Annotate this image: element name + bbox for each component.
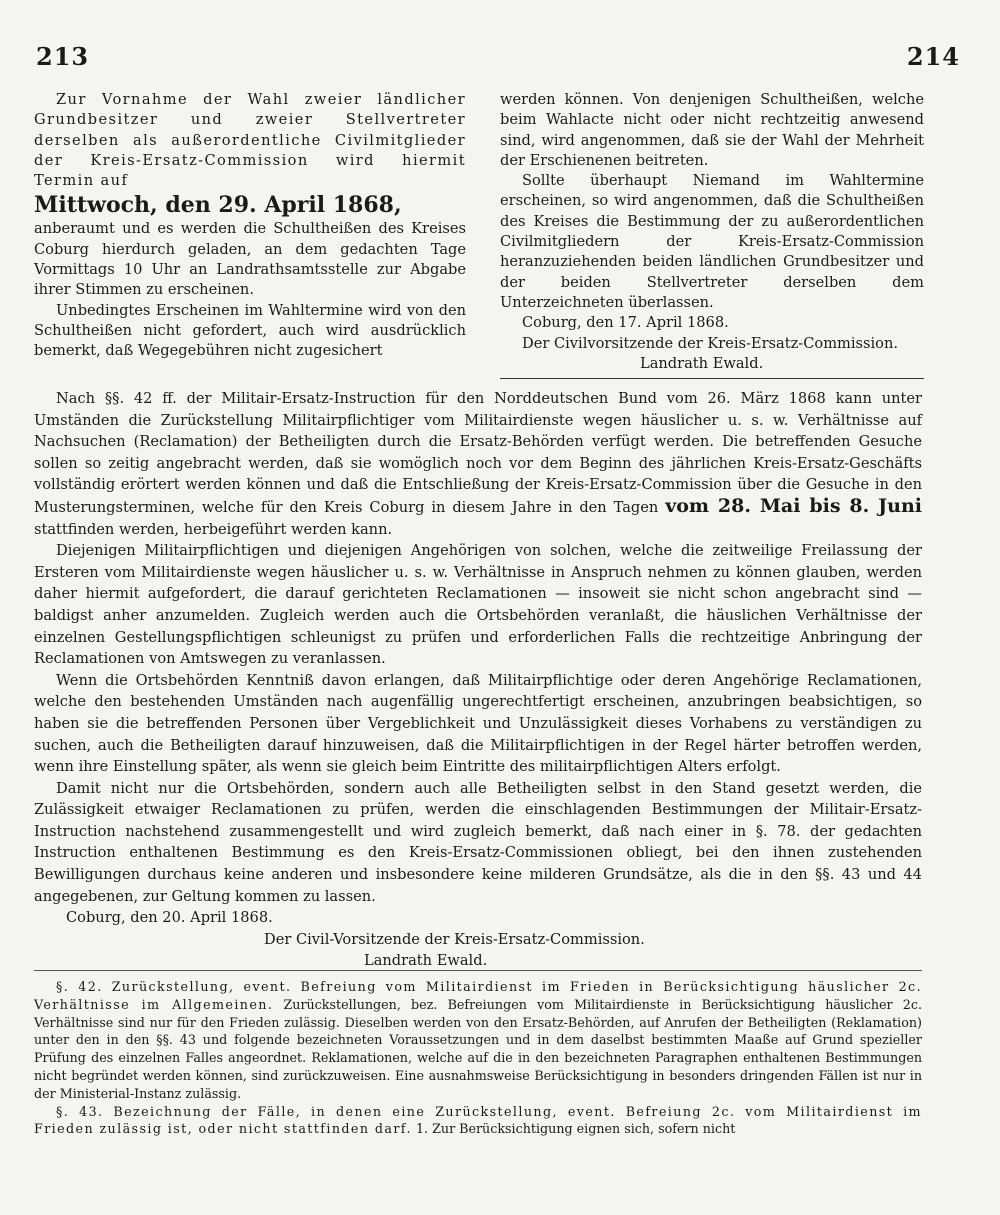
place-date-2: Coburg, den 20. April 1868.	[66, 909, 273, 927]
muster-dates: vom 28. Mai bis 8. Juni	[665, 494, 922, 517]
election-date: Mittwoch, den 29. April 1868,	[34, 192, 402, 219]
signature-1: Landrath Ewald.	[640, 354, 764, 372]
reclamation-paragraph-3: Wenn die Ortsbehörden Kenntniß davon erlangen, daß Militairpflichtige oder deren Angehörige Reclamationen, welche den bestehenden Umständen nach augenfällig ungerechtfertigt erscheinen, anzubringen beabsichtigen, so haben sie die betreffenden Personen über Vergeblichkeit und Unzulässigkeit dieses Vorhabens zu verständigen zu suchen, auch die Betheiligten darauf hinzuweisen, daß die Militairpflichtigen in der Regel härter betroffen werden, wenn ihre Einstellung später, als wenn sie gleich beim Eintritte des militairpflichtigen Alters erfolgt.	[34, 671, 922, 776]
page-number-right: 214	[906, 42, 960, 71]
section-42-heading: §. 42. Zurückstellung, event. Befreiung vom Militairdienst im Frieden in Berücksichtigung häuslicher 2c. Verhältnisse im Allgemeinen.	[34, 979, 922, 1012]
footnotes	[34, 978, 922, 1138]
election-notice-paragraph: Zur Vornahme der Wahl zweier ländlicher Grundbesitzer und zweier Stellvertreter derselben als außerordentliche Civilmitglieder der Kreis-Ersatz-Commission wird hiermit Termin auf	[34, 91, 466, 190]
no-attendance-paragraph: Sollte überhaupt Niemand im Wahltermine erscheinen, so wird angenommen, daß die Schultheißen des Kreises die Bestimmung der zu außerordentlichen Civilmitgliedern der Kreis-Ersatz-Commission heranzuziehenden beiden ländlichen Grundbesitzer und der beiden Stellvertreter derselben dem Unterzeichneten überlassen.	[500, 172, 924, 311]
election-summons-paragraph: anberaumt und es werden die Schultheißen des Kreises Coburg hierdurch geladen, an dem gedachten Tage Vormittags 10 Uhr an Landrathsamtsstelle zur Abgabe ihrer Stimmen zu erscheinen.	[34, 220, 466, 299]
reclamation-text-1: Nach §§. 42 ff. der Militair-Ersatz-Instruction für den Norddeutschen Bund vom 26. März 1868 kann unter Umständen die Zurückstellung Militairpflichtiger vom Militairdienste wegen häuslicher u. s. w. Verhältnisse auf Nachsuchen (Reclamation) der Betheiligten durch die Ersatz-Behörden verfügt werden. Die betreffenden Gesuche sollen so zeitig angebracht werden, daß sie womöglich noch vor dem Beginn des jährlichen Kreis-Ersatz-Geschäfts vollständig erörtert werden können und daß die Entschließung der Kreis-Ersatz-Commission über die Gesuche in den Musterungsterminen, welche für den Kreis Coburg in diesem Jahre in den Tagen	[34, 390, 922, 516]
reclamation-paragraph-1	[34, 388, 922, 540]
attendance-paragraph: Unbedingtes Erscheinen im Wahltermine wird von den Schultheißen nicht gefordert, auch wird ausdrücklich bemerkt, daß Wegegebühren nicht zugesichert	[34, 301, 466, 360]
section-43-body: 1. Zur Berücksichtigung eignen sich, sofern nicht	[415, 1121, 736, 1137]
right-column	[500, 90, 924, 374]
reclamation-paragraph-2: Diejenigen Militairpflichtigen und diejenigen Angehörigen von solchen, welche die zeitweilige Freilassung der Ersteren vom Militairdienste wegen häuslicher u. s. w. Verhältnisse in Anspruch nehmen zu können glauben, werden daher hiermit aufgefordert, die darauf gerichteten Reclamationen — insoweit sie nicht schon angebracht sind — baldigst anher anzumelden. Zugleich werden auch die Ortsbehörden veranlaßt, die häuslichen Verhältnisse der einzelnen Gestellungspflichtigen schleunigst zu prüfen und erforderlichen Falls die rechtzeitige Anbringung der Reclamationen von Amtswegen zu veranlassen.	[34, 542, 922, 668]
signature-2: Landrath Ewald.	[364, 952, 488, 970]
office-title-2: Der Civil-Vorsitzende der Kreis-Ersatz-Commission.	[264, 930, 645, 948]
section-42-body: Zurückstellungen, bez. Befreiungen vom Militairdienste in Berücksichtigung häuslicher 2c. Verhältnisse sind nur für den Frieden zulässig. Dieselben werden von den Ersatz-Behörden, auf Anrufen der Betheiligten (Reklamation) unter den in den §§. 43 und folgende bezeichneten Voraussetzungen und in dem daselbst bestimmten Maaße auf Grund spezieller Prüfung des einzelnen Falles angeordnet. Reklamationen, welche auf die in den bezeichneten Paragraphen enthaltenen Bestimmungen nicht begründet werden können, sind zurückzuweisen. Eine ausnahmsweise Berücksichtigung in besonders dringenden Fällen ist nur in der Ministerial-Instanz zulässig.	[34, 996, 922, 1101]
reclamation-text-1-end: stattfinden werden, herbeigeführt werden kann.	[34, 520, 393, 538]
page-number-left: 213	[36, 42, 90, 71]
reclamation-paragraph-4: Damit nicht nur die Ortsbehörden, sondern auch alle Betheiligten selbst in den Stand gesetzt werden, die Zulässigkeit etwaiger Reclamationen zu prüfen, werden die einschlagenden Bestimmungen der Militair-Ersatz-Instruction nachstehend zusammengestellt und wird zugleich bemerkt, daß nach einer in §. 78. der gedachten Instruction enthaltenen Bestimmung es den Kreis-Ersatz-Commissionen obliegt, bei den ihnen zustehenden Bewilligungen durchaus keine anderen und insbesondere keine milderen Grundsätze, als die in den §§. 43 und 44 angegebenen, zur Geltung kommen zu lassen.	[34, 779, 922, 905]
section-divider	[500, 378, 924, 379]
place-date-1: Coburg, den 17. April 1868.	[522, 314, 729, 332]
footnote-divider	[34, 970, 922, 971]
left-column	[34, 90, 466, 362]
absent-mayors-paragraph: werden können. Von denjenigen Schultheißen, welche beim Wahlacte nicht oder nicht rechtzeitig anwesend sind, wird angenommen, daß sie der Wahl der Mehrheit der Erschienenen beitreten.	[500, 91, 924, 169]
reclamation-notice	[34, 388, 922, 972]
section-43	[34, 1103, 922, 1139]
section-42	[34, 978, 922, 1103]
section-43-heading: §. 43. Bezeichnung der Fälle, in denen eine Zurückstellung, event. Befreiung 2c. vom Militairdienst im Frieden zulässig ist, oder nicht stattfinden darf.	[34, 1103, 922, 1137]
office-title-1: Der Civilvorsitzende der Kreis-Ersatz-Commission.	[522, 334, 899, 352]
